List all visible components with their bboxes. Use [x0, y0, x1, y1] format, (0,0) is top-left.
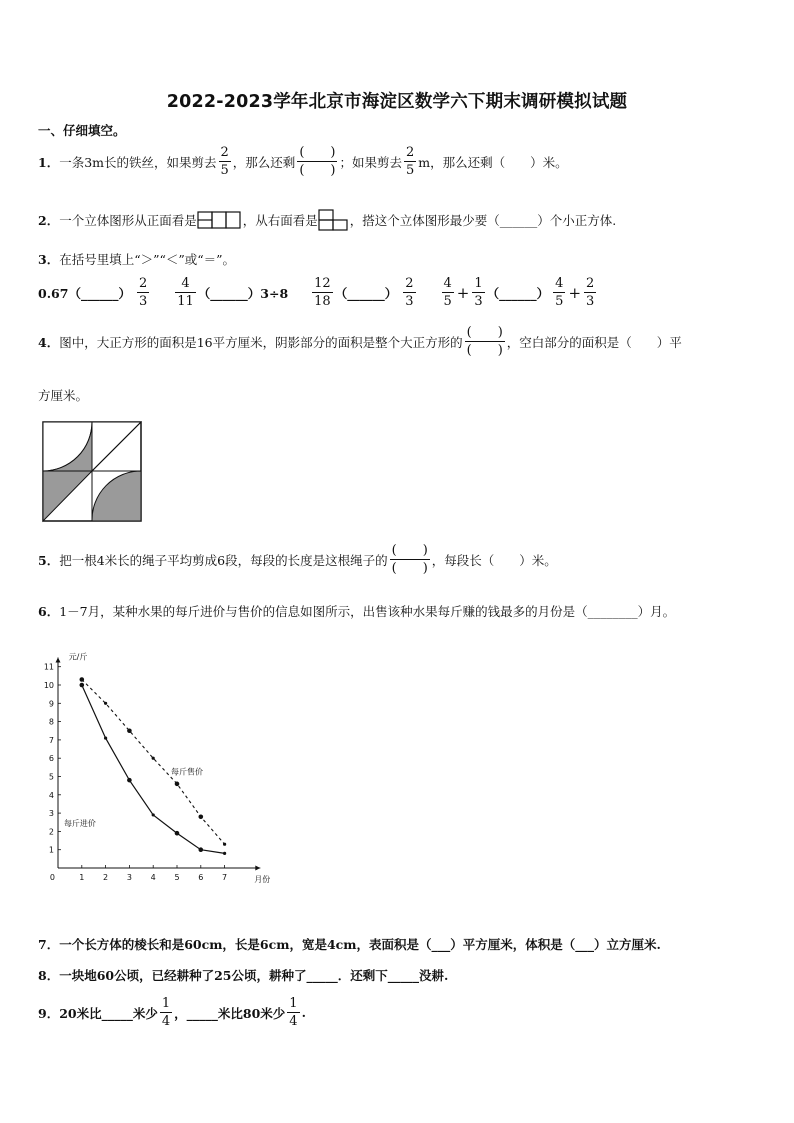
x-axis-arrow	[255, 866, 260, 871]
x-tick-label: 5	[174, 873, 180, 882]
question-text: 图中，大正方形的面积是16平方厘米，阴影部分的面积是整个大正方形的	[59, 334, 463, 350]
y-tick-label: 5	[48, 772, 54, 782]
fraction: $\frac{4}{5}$	[443, 276, 452, 309]
fraction: $\frac{1}{3}$	[474, 276, 483, 309]
price-line-chart	[38, 638, 298, 890]
comparison-item[interactable]: 0.67（______）	[38, 285, 131, 301]
comparison-row	[38, 277, 598, 308]
fraction: $\frac{12}{18}$	[314, 276, 331, 309]
question-9	[38, 997, 306, 1028]
data-point	[199, 814, 204, 819]
front-view-figure	[197, 209, 243, 231]
page-title: 2022-2023学年北京市海淀区数学六下期末调研模拟试题	[166, 92, 628, 112]
x-tick-label: 3	[126, 873, 132, 882]
y-tick-label: 2	[48, 827, 54, 837]
data-point	[127, 728, 132, 733]
comparison-item[interactable]: （______）	[486, 285, 550, 301]
question-1	[38, 146, 568, 177]
series-label-selling-price: 每斤售价	[171, 767, 204, 777]
x-tick-label: 7	[222, 873, 228, 882]
question-2	[38, 208, 616, 232]
y-tick-label: 1	[48, 845, 54, 855]
question-text: m，那么还剩（ ）米。	[418, 154, 568, 170]
question-text: .	[301, 1005, 306, 1020]
y-tick-label: 4	[48, 790, 54, 800]
question-4	[38, 326, 682, 357]
question-text: ，搭这个立体图形最少要（______）个小正方体.	[349, 213, 617, 228]
question-5	[38, 544, 557, 575]
fraction: $\frac{2}{3}$	[138, 276, 148, 309]
fraction: $\frac{4}{5}$	[555, 276, 564, 309]
selling-price-line	[82, 680, 225, 845]
data-point	[223, 843, 226, 846]
y-axis-title: 元/斤	[68, 652, 88, 662]
question-number: 7．	[38, 937, 60, 952]
question-number: 6．	[38, 604, 60, 619]
comparison-item[interactable]: （______）	[334, 285, 398, 301]
y-axis-arrow	[56, 658, 61, 663]
data-point	[152, 813, 155, 816]
fraction: $\frac{2}{3}$	[586, 276, 595, 309]
x-tick-label: 1	[79, 873, 85, 882]
y-tick-label: 11	[43, 662, 54, 672]
data-point	[80, 683, 85, 688]
question-6	[38, 602, 675, 620]
question-number: 2．	[38, 213, 60, 228]
origin-label: 0	[49, 873, 55, 882]
data-point	[175, 831, 180, 836]
question-text: ，空白部分的面积是（ ）平	[506, 334, 682, 350]
answer-fraction-blank[interactable]: $\frac{( )}{( )}$	[466, 325, 503, 358]
question-text: 方厘米。	[38, 388, 89, 403]
fraction: $\frac{2}{3}$	[405, 276, 414, 309]
x-tick-label: 4	[150, 873, 156, 882]
question-text: ，每段长（ ）米。	[431, 552, 557, 568]
shaded-square-figure	[42, 421, 142, 523]
y-tick-label: 3	[48, 809, 54, 819]
question-number: 8．	[38, 968, 60, 983]
operator: +	[568, 283, 582, 302]
fraction: $\frac{1}{4}$	[161, 996, 171, 1029]
x-axis-title: 月份	[254, 875, 271, 884]
answer-fraction-blank[interactable]: $\frac{( )}{( )}$	[391, 543, 428, 576]
question-text: 一个立体图形从正面看是	[59, 213, 197, 228]
question-8	[38, 966, 448, 984]
data-point	[127, 778, 132, 783]
y-tick-label: 7	[48, 735, 54, 745]
question-number: 9．	[38, 1005, 60, 1021]
data-point	[199, 847, 204, 852]
question-text: ，那么还剩	[232, 154, 296, 170]
data-point	[152, 757, 155, 760]
operator: +	[456, 283, 470, 302]
y-tick-label: 9	[48, 699, 54, 709]
question-text: ，_____米比80米少	[174, 1005, 286, 1021]
question-3	[38, 250, 235, 268]
cost-price-line	[82, 685, 225, 853]
comparison-item[interactable]: （______）3÷8	[197, 285, 289, 301]
y-tick-label: 6	[48, 754, 54, 764]
y-tick-label: 8	[48, 717, 54, 727]
answer-fraction-blank[interactable]: $\frac{( )}{( )}$	[299, 145, 336, 178]
x-tick-label: 2	[103, 873, 109, 882]
x-tick-label: 6	[198, 873, 204, 882]
question-text: 20米比_____米少	[59, 1005, 158, 1021]
question-text: 一个长方体的棱长和是60cm，长是6cm，宽是4cm，表面积是（___）平方厘米，体积是（___）立方厘米.	[59, 937, 661, 952]
section-heading: 一、仔细填空。	[38, 123, 126, 138]
question-7	[38, 935, 661, 953]
question-number: 4．	[38, 334, 60, 350]
question-number: 5．	[38, 552, 60, 568]
data-point	[223, 852, 226, 855]
question-text: 1－7月，某种水果的每斤进价与售价的信息如图所示，出售该种水果每斤赚的钱最多的月份是（________）月。	[59, 604, 676, 619]
data-point	[104, 736, 107, 739]
question-text: 在括号里填上“＞”“＜”或“＝”。	[59, 252, 236, 267]
series-label-cost-price: 每斤进价	[63, 818, 96, 828]
fraction: $\frac{1}{4}$	[289, 996, 298, 1029]
question-text: 一条3m长的铁丝，如果剪去	[59, 154, 217, 170]
data-point	[104, 702, 107, 705]
y-tick-label: 10	[43, 681, 54, 690]
question-text: ，从右面看是	[242, 213, 318, 228]
data-point	[80, 677, 85, 682]
question-text: ；如果剪去	[339, 154, 402, 170]
fraction: $\frac{4}{11}$	[177, 276, 194, 309]
fraction: $\frac{2}{5}$	[405, 145, 415, 178]
data-point	[175, 782, 180, 787]
question-number: 1．	[38, 154, 60, 170]
fraction: $\frac{2}{5}$	[220, 145, 229, 178]
question-text: 把一根4米长的绳子平均剪成6段，每段的长度是这根绳子的	[59, 552, 388, 568]
question-text: 一块地60公顷，已经耕种了25公顷，耕种了_____．还剩下_____没耕.	[59, 968, 449, 983]
question-number: 3．	[38, 252, 60, 267]
right-view-figure	[318, 208, 350, 232]
